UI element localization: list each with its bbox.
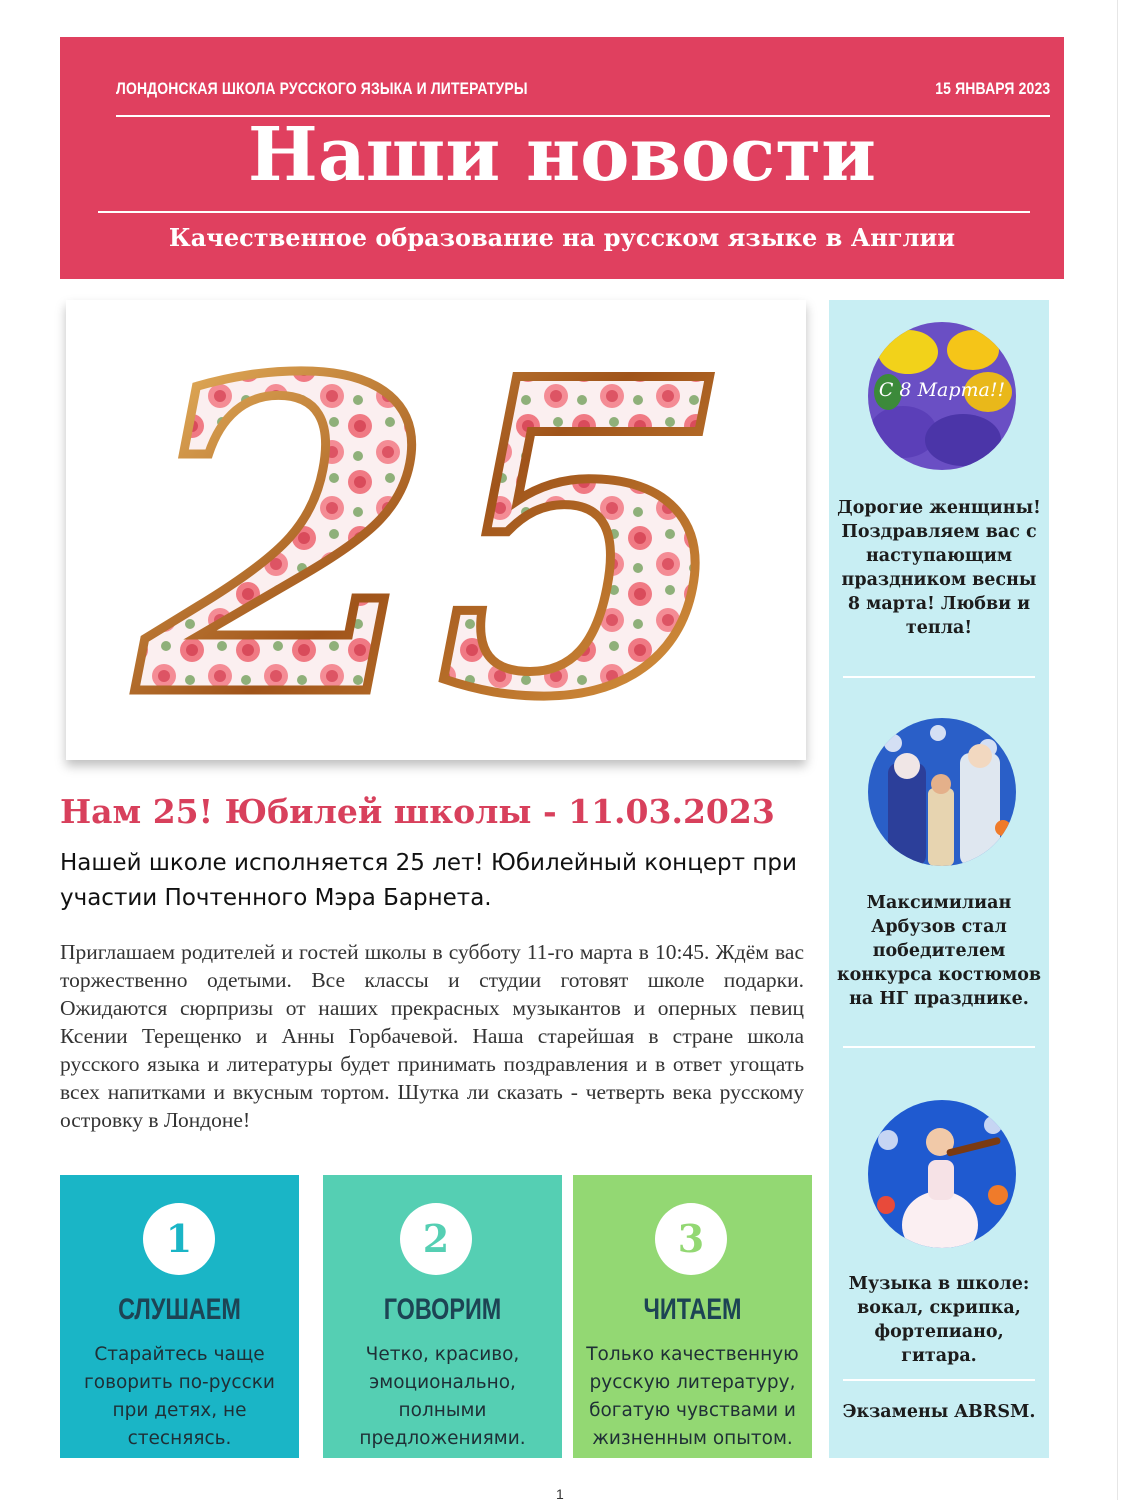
tip-card-read [573, 1175, 812, 1458]
sidebar-text-march8: Дорогие женщины! Поздравляем вас с наступающим праздником весны 8 марта! Любви и тепла! [837, 498, 1041, 638]
issue-date: 15 ЯНВАРЯ 2023 [934, 79, 1050, 98]
jubilee-image [66, 300, 806, 760]
article-title: Нам 25! Юбилей школы - 11.03.2023 [60, 792, 775, 831]
newsletter-subtitle: Качественное образование на русском языке в Англии [168, 223, 956, 252]
sidebar-text-costume: Максимилиан Арбузов стал победителем конкурса костюмов на НГ празднике. [836, 893, 1042, 1009]
flowers-photo [868, 322, 1016, 470]
tip-heading: ГОВОРИМ [383, 1293, 502, 1326]
tip-number: 1 [143, 1203, 215, 1275]
tip-heading: СЛУШАЕМ [118, 1293, 241, 1326]
sidebar-divider [843, 1046, 1035, 1048]
hero-number: 25 [136, 300, 736, 760]
article-lead: Нашей школе исполняется 25 лет! Юбилейный концерт при участии Почтенного Мэра Барнета. [60, 850, 797, 911]
sidebar-footer: Экзамены ABRSM. [842, 1402, 1036, 1422]
jubilee-25-roses-graphic [66, 300, 806, 760]
tip-text: Четко, красиво, эмоционально, полными предложениями. [359, 1344, 526, 1449]
masthead [60, 37, 1064, 279]
article-body: Приглашаем родителей и гостей школы в субботу 11-го марта в 10:45. Ждём вас торжественно одетыми. Все классы и студии готовят школе подарки. Ожидаются сюрпризы от наших прекрасных музыкантов и оперных певиц Ксении Терещенко и Анны Горбачевой. Наша старейшая в стране школа русского языка и литературы будет принимать поздравления и в ответ угощать всех напитками и вкусным тортом. Шутка ли сказать - четверть века русскому островку в Лондоне! [60, 940, 804, 1132]
page-number: 1 [556, 1486, 564, 1502]
sidebar-text-music: Музыка в школе: вокал, скрипка, фортепиано, гитара. [848, 1274, 1030, 1366]
tip-number: 3 [655, 1203, 727, 1275]
tip-card-listen [60, 1175, 299, 1458]
newsletter-title: Наши новости [247, 112, 877, 198]
violin-photo [868, 1100, 1016, 1248]
tip-number: 2 [400, 1203, 472, 1275]
flowers-caption: С 8 Марта!! [878, 379, 1006, 401]
tip-text: Старайтесь чаще говорить по-русски при детях, не стесняясь. [84, 1344, 275, 1449]
tip-text: Только качественную русскую литературу, богатую чувствами и жизненным опытом. [586, 1344, 799, 1449]
sidebar-divider [843, 676, 1035, 678]
tip-heading: ЧИТАЕМ [643, 1293, 742, 1326]
sidebar [829, 300, 1049, 1458]
costume-photo [868, 718, 1016, 866]
masthead-rule-bottom [98, 211, 1030, 213]
sidebar-divider [843, 1379, 1035, 1381]
school-name: ЛОНДОНСКАЯ ШКОЛА РУССКОГО ЯЗЫКА И ЛИТЕРАТУРЫ [116, 79, 528, 98]
tip-card-speak [323, 1175, 562, 1458]
